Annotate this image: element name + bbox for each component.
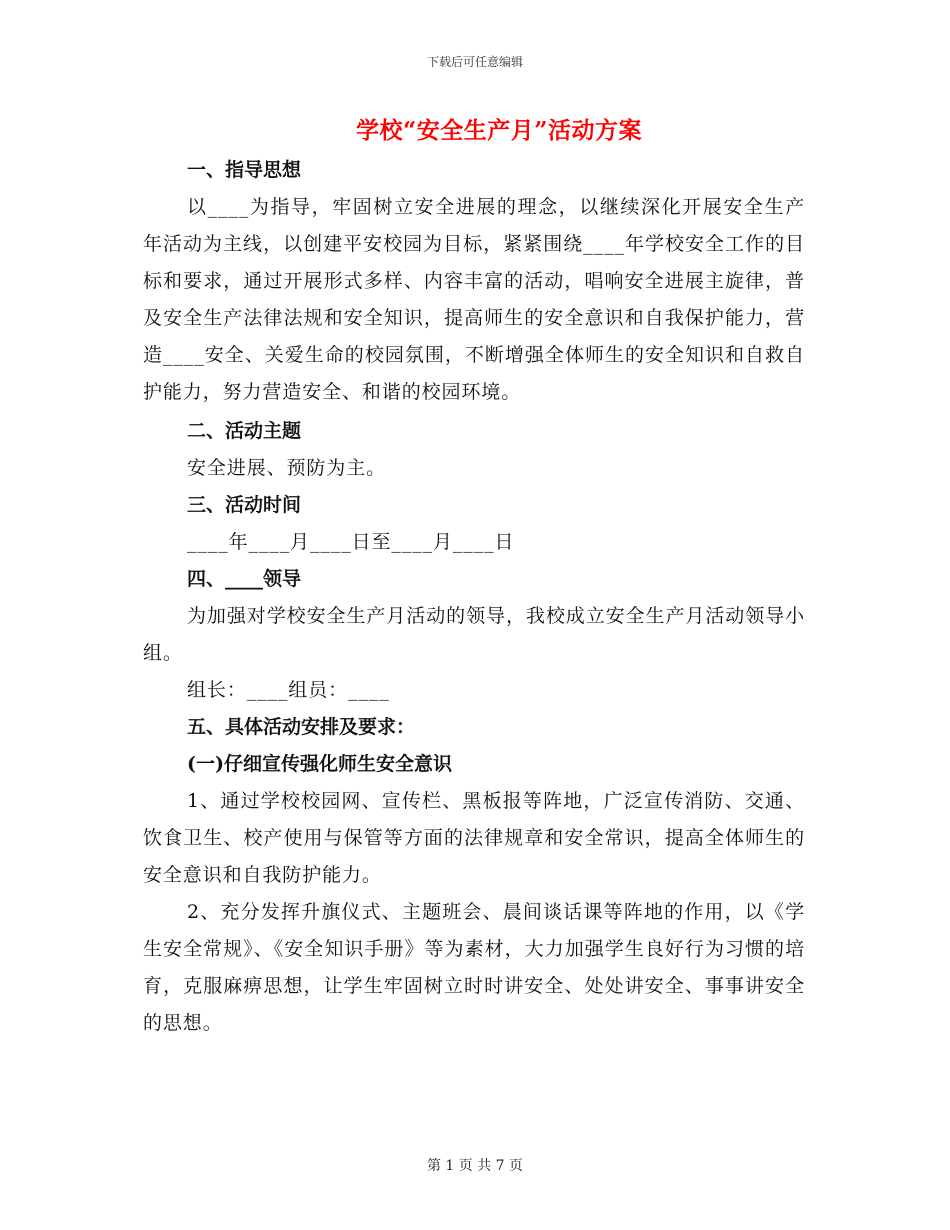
- document-title: 学校“安全生产月”活动方案: [356, 117, 642, 144]
- section-heading-guiding-thought: 一、指导思想: [187, 159, 302, 181]
- activity-time-text: ____年____月____日至____月____日: [187, 531, 515, 553]
- document-body: [143, 152, 805, 1042]
- section-heading-arrangements: 五、具体活动安排及要求：: [187, 716, 416, 738]
- section-heading-leadership: 四、____领导: [187, 568, 302, 590]
- activity-theme-text: 安全进展、预防为主。: [187, 457, 387, 479]
- subsection-heading-publicity: (一)仔细宣传强化师生安全意识: [187, 753, 452, 775]
- header-note: 下载后可任意编辑: [426, 55, 523, 69]
- paragraph-leadership: 为加强对学校安全生产月活动的领导，我校成立安全生产月活动领导小组。: [143, 605, 805, 664]
- section-heading-activity-time: 三、活动时间: [187, 494, 302, 516]
- paragraph-arrangement-1: 1、通过学校校园网、宣传栏、黑板报等阵地，广泛宣传消防、交通、饮食卫生、校产使用与保管等方面的法律规章和安全常识，提高全体师生的安全意识和自我防护能力。: [143, 790, 805, 886]
- section-heading-activity-theme: 二、活动主题: [187, 420, 302, 442]
- leadership-members-line: 组长：____组员：____: [187, 679, 390, 701]
- page-number-footer: 第 1 页 共 7 页: [426, 1158, 524, 1174]
- paragraph-arrangement-2: 2、充分发挥升旗仪式、主题班会、晨间谈话课等阵地的作用，以《学生安全常规》、《安全知识手册》等为素材，大力加强学生良好行为习惯的培育，克服麻痹思想，让学生牢固树立时时讲安全、处处讲安全、事事讲安全的思想。: [143, 901, 805, 1034]
- paragraph-guiding-thought: 以____为指导，牢固树立安全进展的理念，以继续深化开展安全生产年活动为主线，以创建平安校园为目标，紧紧围绕____年学校安全工作的目标和要求，通过开展形式多样、内容丰富的活动，唱响安全进展主旋律，普及安全生产法律法规和安全知识，提高师生的安全意识和自我保护能力，营造____安全、关爱生命的校园氛围，不断增强全体师生的安全知识和自救自护能力，努力营造安全、和谐的校园环境。: [143, 196, 805, 403]
